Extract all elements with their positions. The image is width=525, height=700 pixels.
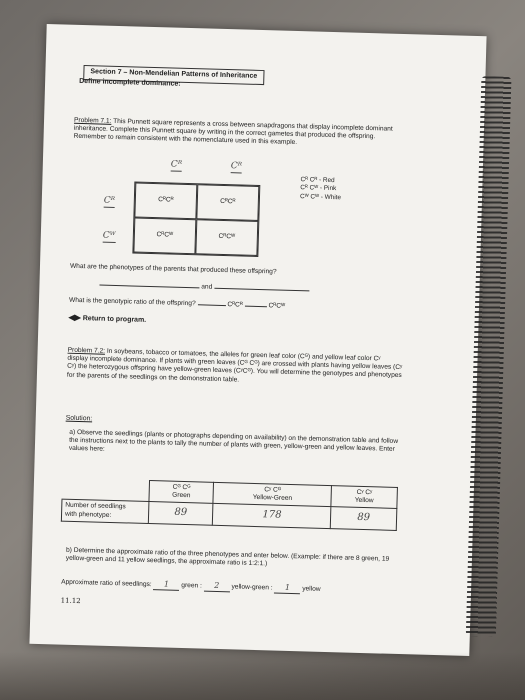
header-phenotype: Yellow-Green: [252, 494, 293, 503]
ratio-row: [61, 577, 421, 598]
table-corner: [62, 478, 150, 502]
punnett-cell: CᴿCᵂ: [195, 219, 258, 256]
problem-1-text: [73, 117, 409, 151]
problem-2-text: [67, 347, 403, 389]
header-genotype: Cʸ Cᴳ: [264, 486, 282, 494]
table-surface-shadow: [0, 652, 525, 700]
problem-2-heading: Problem 7.2:: [67, 346, 106, 355]
ratio-blank-1[interactable]: [197, 304, 225, 306]
header-phenotype: Green: [172, 491, 191, 500]
ratio-label: Approximate ratio of seedlings:: [61, 578, 152, 589]
table-header-green: [149, 481, 214, 504]
ratio-yellow-green-value[interactable]: 2: [204, 581, 230, 593]
row-label-line-1: Number of seedlings: [65, 502, 126, 511]
legend-red: Cᴿ Cᴿ - Red: [300, 176, 335, 185]
genotype-a: CᴿCᴿ: [227, 301, 243, 309]
table-header-yellow: [331, 486, 397, 509]
punnett-cell: CᴿCᴿ: [196, 184, 259, 221]
seedling-tally-table: [61, 478, 398, 531]
phenotype-legend: [300, 176, 342, 202]
header-genotype: Cʸ Cʸ: [356, 488, 373, 497]
yellow-green-count[interactable]: 178: [213, 504, 331, 529]
step-b-text: b) Determine the approximate ratio of the three phenotypes and enter below. (Example: if there are 8 green, 19 yellow-green and 11 yellow seedlings, the approximate ratio is 1:2:1.): [65, 546, 390, 568]
ratio-blank-2[interactable]: [245, 306, 267, 308]
spiral-binding: [466, 76, 512, 637]
solution-label: Solution:: [65, 414, 93, 423]
punnett-square: [132, 181, 260, 256]
parent-phenotypes-question: What are the phenotypes of the parents that produced these offspring?: [69, 262, 277, 276]
green-count[interactable]: 89: [148, 502, 213, 525]
ratio-yellow-value[interactable]: 1: [274, 583, 300, 595]
yellow-count[interactable]: 89: [331, 507, 397, 530]
ratio-yellow-word: yellow: [302, 585, 321, 593]
problem-2-body: In soybeans, tobacco or tomatoes, the alleles for green leaf color (Cᴳ) and yellow leaf color Cʸ display incomplete dominance. If plants with green leaves (Cᴳ Cᴳ) are crossed with plants having yellow leaves (Cʸ Cʸ) the heterozygous offspring have yellow-green leaves (CʸCᴳ). You will determine the genotypes and phenotypes for the parents of the seedlings on the demonstration table.: [66, 347, 403, 384]
and-label: and: [201, 283, 213, 291]
ratio-yellow-green-word: yellow-green :: [231, 583, 273, 592]
row-label: [61, 500, 149, 524]
page-number: 11.12: [60, 596, 81, 606]
genotypic-ratio-question: What is the genotypic ratio of the offspring?: [68, 296, 196, 308]
row-label-line-2: with phenotype:: [64, 510, 112, 519]
ratio-green-word: green :: [181, 581, 202, 590]
worksheet-page: [29, 24, 486, 656]
ratio-green-value[interactable]: 1: [153, 579, 179, 591]
legend-white: Cᵂ Cᵂ - White: [299, 192, 342, 201]
top-gamete-2: Cᴿ: [231, 161, 242, 174]
top-gamete-1: Cᴿ: [171, 160, 182, 173]
parent-1-blank[interactable]: [99, 285, 199, 289]
punnett-cell: CᴿCᵂ: [133, 218, 196, 255]
header-phenotype: Yellow: [354, 497, 374, 505]
parent-2-blank[interactable]: [214, 288, 309, 292]
return-to-program-link[interactable]: [68, 313, 146, 326]
side-gamete-2: Cᵂ: [103, 231, 116, 244]
left-right-arrow-icon: ◀▶: [68, 312, 81, 323]
parent-phenotypes-answer: [99, 281, 309, 295]
section-title: Section 7 – Non-Mendelian Patterns of Inheritance: [83, 65, 264, 85]
header-genotype: Cᴳ Cᴳ: [172, 483, 191, 492]
problem-1-heading: Problem 7.1:: [73, 116, 112, 125]
define-prompt: Define incomplete dominance:: [79, 77, 181, 88]
legend-pink: Cᴿ Cᵂ - Pink: [300, 184, 337, 193]
problem-1-body: This Punnett square represents a cross between snapdragons that display incomplete dominant inheritance. Complete this Punnett square by writing in the correct gametes that produced the offspring. Remember to remain consistent with the nomenclature used in this example.: [73, 117, 393, 147]
return-label: Return to program.: [82, 315, 147, 324]
side-gamete-1: Cᴿ: [104, 196, 115, 209]
punnett-cell: CᴿCᴿ: [134, 183, 197, 220]
genotype-b: CᴿCᵂ: [268, 302, 286, 310]
step-a-text: a) Observe the seedlings (plants or photographs depending on availability) on the demonstration table and follow the instructions next to the plants to tally the number of plants with green, yellow-green and yellow leaves. Enter values here:: [68, 428, 399, 454]
genotypic-ratio-row: [69, 297, 409, 315]
